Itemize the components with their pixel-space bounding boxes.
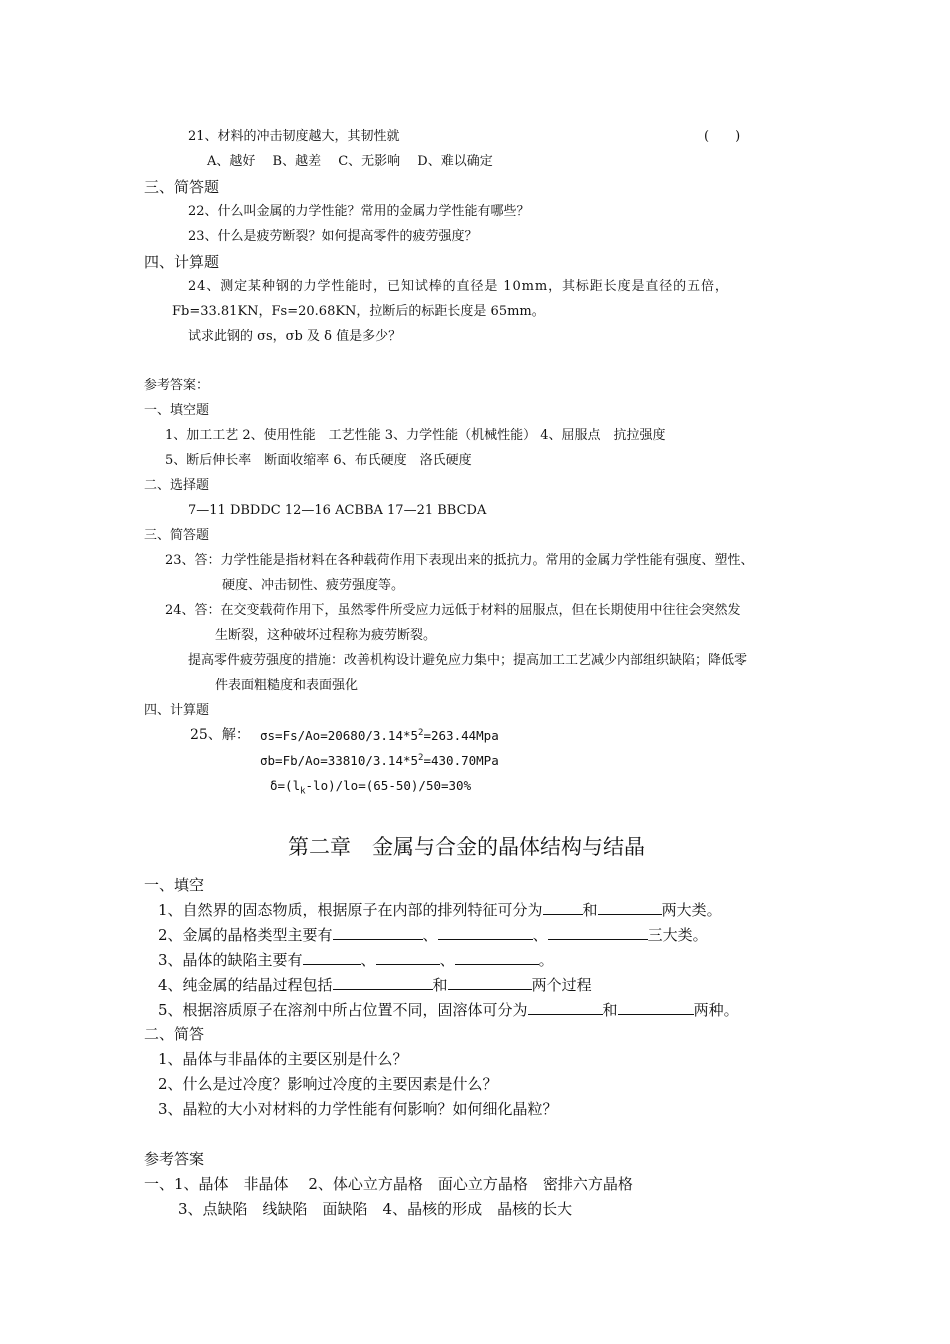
- answer-blank[interactable]: [528, 1000, 603, 1015]
- section-title: 一、填空: [144, 876, 205, 894]
- answer-blank[interactable]: [548, 925, 648, 940]
- section-title: 一、填空题: [144, 403, 210, 418]
- answer-line: 一、1、晶体 非晶体 2、体心立方晶格 面心立方晶格 密排六方晶格: [144, 1175, 633, 1193]
- question-22: 22、什么叫金属的力学性能？常用的金属力学性能有哪些？: [188, 204, 530, 219]
- question-23: 23、什么是疲劳断裂？如何提高零件的疲劳强度？: [188, 229, 478, 244]
- section-title: 二、简答: [144, 1025, 205, 1043]
- fill-question-3: 3、晶体的缺陷主要有 、 、 。: [158, 951, 554, 969]
- answer-blank[interactable]: [543, 900, 583, 915]
- formula-delta: $\delta=(l_k-lo)/lo=(65-50)/50=30\%$: [270, 778, 472, 797]
- answer-blank[interactable]: [303, 950, 361, 965]
- formula-sigma-b: $\sigma b=Fb/Ao=33810/3.14*5^2=430.70MPa$: [260, 753, 499, 769]
- section-title: 三、简答题: [144, 178, 220, 196]
- answers-title: 参考答案: [144, 1150, 205, 1168]
- answer-line: 24、答：在交变载荷作用下，虽然零件所受应力远低于材料的屈服点，但在长期使用中往往会突然发: [165, 603, 741, 618]
- answer-line: 3、点缺陷 线缺陷 面缺陷 4、晶核的形成 晶核的长大: [178, 1200, 573, 1218]
- short-question-3: 3、晶粒的大小对材料的力学性能有何影响？如何细化晶粒？: [158, 1100, 558, 1118]
- fill-question-4: 4、纯金属的结晶过程包括 和 两个过程: [158, 976, 592, 994]
- answer-blank[interactable]: [618, 1000, 694, 1015]
- section-title: 二、选择题: [144, 478, 210, 493]
- chapter-title: 第二章 金属与合金的晶体结构与结晶: [288, 835, 645, 859]
- answer-blank[interactable]: [455, 950, 539, 965]
- fill-question-5: 5、根据溶质原子在溶剂中所占位置不同，固溶体可分为 和 两种。: [158, 1001, 739, 1019]
- answer-line: 23、答：力学性能是指材料在各种载荷作用下表现出来的抵抗力。常用的金属力学性能有强度、塑性、: [165, 553, 754, 568]
- section-title: 四、计算题: [144, 253, 220, 271]
- question-24-line: 试求此钢的 σs，σb 及 δ 值是多少？: [188, 329, 402, 344]
- answer-blank[interactable]: [438, 925, 533, 940]
- question-21: 21、材料的冲击韧度越大，其韧性就: [188, 129, 400, 144]
- answer-line: 件表面粗糙度和表面强化: [215, 678, 359, 693]
- fill-question-1: 1、自然界的固态物质，根据原子在内部的排列特征可分为 和 两大类。: [158, 901, 722, 919]
- answer-blank[interactable]: [448, 975, 532, 990]
- short-question-1: 1、晶体与非晶体的主要区别是什么？: [158, 1050, 408, 1068]
- answer-parenthesis: ( ): [704, 129, 741, 144]
- answer-line: 提高零件疲劳强度的措施：改善机构设计避免应力集中；提高加工工艺减少内部组织缺陷；降低零: [188, 653, 748, 668]
- question-24-line: 24、测定某种钢的力学性能时，已知试棒的直径是 10mm，其标距长度是直径的五倍，: [188, 279, 729, 294]
- answer-blank[interactable]: [333, 925, 423, 940]
- answer-line: 7—11 DBDDC 12—16 ACBBA 17—21 BBCDA: [188, 503, 487, 518]
- answer-blank[interactable]: [376, 950, 440, 965]
- answer-blank[interactable]: [333, 975, 433, 990]
- short-question-2: 2、什么是过冷度？影响过冷度的主要因素是什么？: [158, 1075, 498, 1093]
- calc-label: 25、解：: [190, 727, 250, 743]
- answers-title: 参考答案：: [144, 378, 210, 393]
- section-title: 三、简答题: [144, 528, 210, 543]
- fill-question-2: 2、金属的晶格类型主要有 、 、 三大类。: [158, 926, 708, 944]
- answer-line: 1、加工工艺 2、使用性能 工艺性能 3、力学性能（机械性能） 4、屈服点 抗拉强度: [165, 428, 666, 443]
- question-21-options: A、越好 B、越差 C、无影响 D、难以确定: [207, 154, 493, 169]
- answer-line: 硬度、冲击韧性、疲劳强度等。: [222, 578, 405, 593]
- answer-blank[interactable]: [598, 900, 662, 915]
- section-title: 四、计算题: [144, 703, 210, 718]
- answer-line: 生断裂，这种破坏过程称为疲劳断裂。: [215, 628, 437, 643]
- formula-sigma-s: $\sigma s=Fs/Ao=20680/3.14*5^2=263.44Mpa$: [260, 728, 499, 744]
- answer-line: 5、断后伸长率 断面收缩率 6、布氏硬度 洛氏硬度: [165, 453, 472, 468]
- question-24-line: Fb=33.81KN，Fs=20.68KN，拉断后的标距长度是 65mm。: [172, 304, 545, 319]
